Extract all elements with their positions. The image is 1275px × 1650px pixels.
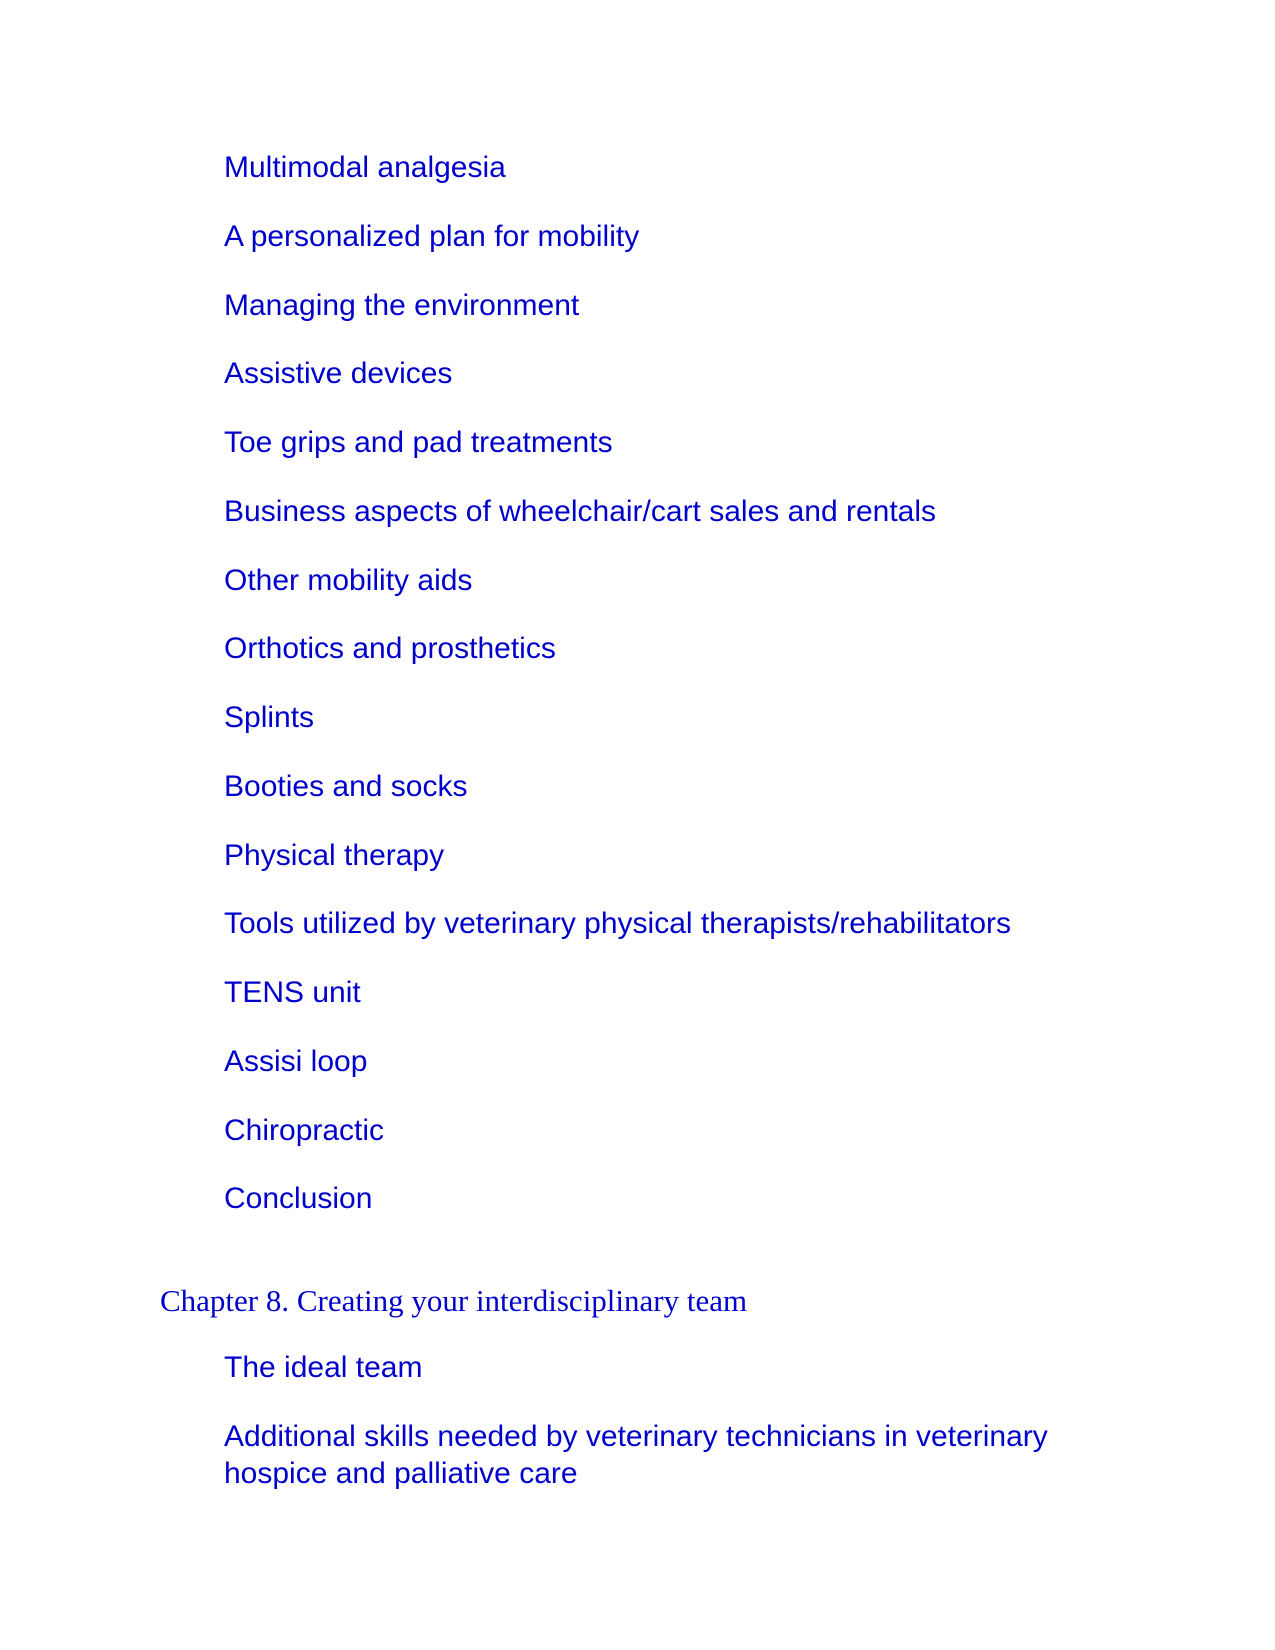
toc-link-tens-unit[interactable]: TENS unit bbox=[224, 976, 361, 1009]
toc-link-business-aspects[interactable]: Business aspects of wheelchair/cart sales and rentals bbox=[224, 495, 937, 528]
toc-link-booties-and-socks[interactable]: Booties and socks bbox=[224, 770, 468, 803]
toc-link-splints[interactable]: Splints bbox=[224, 701, 315, 734]
toc-link-orthotics-and-prosthetics[interactable]: Orthotics and prosthetics bbox=[224, 632, 556, 665]
toc-link-chiropractic[interactable]: Chiropractic bbox=[224, 1114, 385, 1147]
toc-link-conclusion[interactable]: Conclusion bbox=[224, 1182, 373, 1215]
toc-link-physical-therapy[interactable]: Physical therapy bbox=[224, 839, 445, 872]
chapter-8-heading-link[interactable]: Chapter 8. Creating your interdisciplinary team bbox=[160, 1283, 748, 1318]
toc-link-personalized-plan-for-mobility[interactable]: A personalized plan for mobility bbox=[224, 220, 640, 253]
toc-link-managing-the-environment[interactable]: Managing the environment bbox=[224, 289, 580, 322]
toc-link-tools-utilized[interactable]: Tools utilized by veterinary physical therapists/rehabilitators bbox=[224, 907, 1012, 940]
toc-link-multimodal-analgesia[interactable]: Multimodal analgesia bbox=[224, 151, 506, 184]
toc-link-the-ideal-team[interactable]: The ideal team bbox=[224, 1351, 423, 1384]
toc-link-additional-skills[interactable]: Additional skills needed by veterinary technicians in veterinary hospice and palliative care bbox=[224, 1420, 1048, 1490]
toc-link-other-mobility-aids[interactable]: Other mobility aids bbox=[224, 564, 473, 597]
toc-link-toe-grips-and-pad-treatments[interactable]: Toe grips and pad treatments bbox=[224, 426, 613, 459]
toc-link-assisi-loop[interactable]: Assisi loop bbox=[224, 1045, 368, 1078]
toc-link-assistive-devices[interactable]: Assistive devices bbox=[224, 357, 453, 390]
